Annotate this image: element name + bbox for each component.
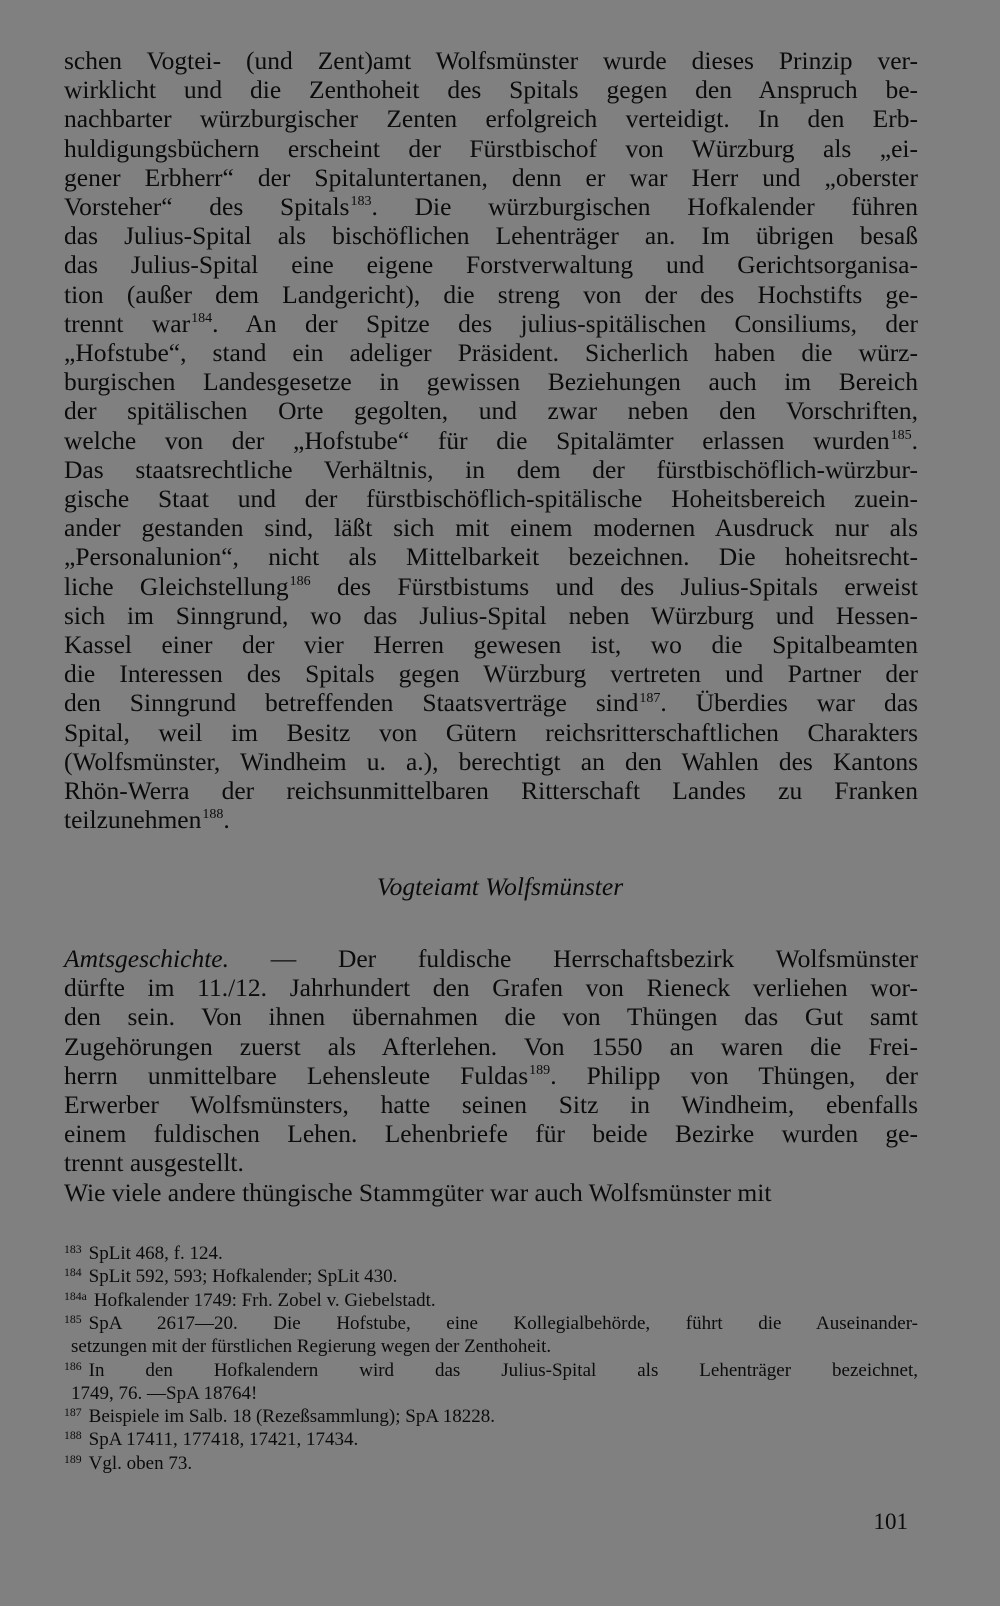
line-text: Wie viele andere thüngische Stammgüter war auch Wolfsmünster mit (64, 1177, 772, 1207)
footnote (64, 1331, 918, 1358)
line-text: Zugehörungen zuerst als Afterlehen. Von 1550 an waren die Frei- (64, 1031, 918, 1061)
line-text: ander gestanden sind, läßt sich mit einem modernen Ausdruck nur als (64, 513, 918, 543)
line-text: Das staatsrechtliche Verhältnis, in dem der fürstbischöflich-würzbur- (64, 454, 918, 484)
text-line (64, 1002, 918, 1032)
text-line (64, 542, 918, 572)
footnote-text: In den Hofkalendern wird das Julius-Spital als Lehenträger bezeichnet, (88, 1359, 918, 1381)
footnote-number: 186 (64, 1359, 82, 1373)
text-line (64, 659, 918, 689)
footnote-text: Hofkalender 1749: Frh. Zobel v. Giebelstadt. (93, 1289, 436, 1311)
text-line (64, 455, 918, 485)
text-line (64, 944, 918, 974)
text-line (64, 805, 918, 835)
text-line (64, 776, 918, 806)
footnote-text: SpA 2617—20. Die Hofstube, eine Kollegialbehörde, führt die Auseinander- (88, 1312, 918, 1334)
text-line (64, 1119, 918, 1149)
text-line (64, 134, 918, 164)
footnote-number: 185 (64, 1312, 82, 1326)
run-in-heading: Amtsgeschichte. (64, 944, 229, 973)
line-text: nachbarter würzburgischer Zenten erfolgreich verteidigt. In den Erb- (64, 104, 918, 134)
section-heading: Vogteiamt Wolfsmünster (376, 872, 624, 901)
footnote (64, 1378, 918, 1404)
line-text: schen Vogtei- (und Zent)amt Wolfsmünster wurde dieses Prinzip ver- (64, 46, 918, 75)
text-line (64, 338, 918, 368)
text-line (64, 718, 918, 748)
line-text: Kassel einer der vier Herren gewesen ist, wo die Spitalbeamten (64, 630, 918, 659)
footnote-number: 184a (64, 1289, 87, 1303)
text-line (64, 1032, 918, 1062)
line-text: . An der Spitze des julius-spitälischen Consiliums, der (212, 308, 918, 338)
text-line (64, 1178, 918, 1208)
footnote-number: 183 (64, 1243, 82, 1256)
text-line (64, 973, 918, 1003)
footnote-text: Beispiele im Salb. 18 (Rezeßsammlung); SpA 18228. (88, 1405, 496, 1427)
footnote (64, 1238, 918, 1264)
line-text: burgischen Landesgesetze in gewissen Beziehungen auch im Bereich (64, 367, 918, 397)
footnote-ref: 188 (202, 807, 224, 823)
footnote-ref: 183 (350, 194, 372, 210)
footnote-text: SpA 17411, 177418, 17421, 17434. (88, 1429, 359, 1451)
line-text: das Julius-Spital eine eigene Forstverwaltung und Gerichtsorganisa- (64, 250, 918, 280)
line-text: wirklicht und die Zenthoheit des Spitals gegen den Anspruch be- (64, 75, 918, 105)
line-text: gener Erbherr“ der Spitaluntertanen, denn er war Herr und „oberster (64, 162, 918, 192)
line-text: trennt ausgestellt. (64, 1148, 244, 1178)
line-text: liche Gleichstellung (64, 571, 289, 601)
line-text: der spitälischen Orte gegolten, und zwar neben den Vorschriften, (64, 396, 918, 426)
line-text: trennt war (64, 308, 191, 338)
text-line (64, 309, 918, 339)
text-line (64, 1090, 918, 1120)
line-text: den sein. Von ihnen übernahmen die von Thüngen das Gut samt (64, 1002, 918, 1032)
line-text: . Die würzburgischen Hofkalender führen (371, 192, 918, 221)
line-text: Vorsteher“ des Spitals (64, 192, 350, 221)
footnote-number: 187 (64, 1406, 82, 1420)
line-text: „Personalunion“, nicht als Mittelbarkeit bezeichnen. Die hoheitsrecht- (64, 542, 918, 572)
footnote-ref: 187 (639, 690, 661, 706)
footnote-number: 188 (64, 1429, 82, 1443)
line-text: gische Staat und der fürstbischöflich-spitälische Hoheitsbereich zuein- (64, 484, 918, 513)
text-line (64, 484, 918, 514)
footnote (64, 1448, 918, 1474)
text-line (64, 46, 918, 76)
page-number: 101 (873, 1509, 908, 1534)
line-text: teilzunehmen (64, 805, 202, 835)
line-text: Rhön-Werra der reichsunmittelbaren Ritterschaft Landes zu Franken (64, 776, 918, 805)
line-text: (Wolfsmünster, Windheim u. a.), berechtigt an den Wahlen des Kantons (64, 746, 918, 776)
text-line (64, 192, 918, 222)
footnote (64, 1261, 918, 1288)
text-line (64, 688, 918, 718)
text-line (64, 367, 918, 397)
footnote (64, 1285, 918, 1311)
line-text: herrn unmittelbare Lehensleute Fuldas (64, 1060, 529, 1090)
footnote-text: SpLit 592, 593; Hofkalender; SpLit 430. (88, 1266, 398, 1288)
line-text: des Fürstbistums und des Julius-Spitals erweist (310, 571, 918, 601)
line-text: huldigungsbüchern erscheint der Fürstbischof von Würzburg als „ei- (64, 133, 918, 163)
text-line (64, 1061, 918, 1091)
text-line (64, 426, 918, 456)
text-line (64, 75, 918, 105)
text-line (64, 250, 918, 280)
footnote (64, 1355, 918, 1381)
footnote-ref: 186 (289, 573, 311, 589)
text-line (64, 1148, 918, 1178)
footnote-number: 184 (64, 1266, 82, 1280)
line-text: . (223, 805, 230, 835)
line-text: welche von der „Hofstube“ für die Spitalämter erlassen wurden (64, 425, 890, 455)
footnote-text: SpLit 468, f. 124. (88, 1242, 223, 1264)
text-line (64, 747, 918, 777)
text-line (64, 513, 918, 543)
text-line (64, 221, 918, 251)
line-text: das Julius-Spital als bischöflichen Lehenträger an. Im übrigen besaß (64, 221, 918, 251)
line-text: den Sinngrund betreffenden Staatsverträge sind (64, 688, 639, 718)
footnote (64, 1424, 918, 1451)
footnote-text: setzungen mit der fürstlichen Regierung wegen der Zenthoheit. (71, 1336, 552, 1358)
line-text: einem fuldischen Lehen. Lehenbriefe für beide Bezirke wurden ge- (64, 1119, 918, 1149)
footnote-text: Vgl. oben 73. (88, 1452, 193, 1474)
line-text: tion (außer dem Landgericht), die streng von der des Hochstifts ge- (64, 279, 918, 309)
footnote-ref: 185 (890, 427, 912, 443)
footnote-ref: 184 (191, 310, 213, 326)
text-line (64, 280, 918, 310)
footnote-text: 1749, 76. —SpA 18764! (71, 1382, 258, 1404)
line-text: dürfte im 11./12. Jahrhundert den Grafen von Rieneck verliehen wor- (64, 973, 918, 1003)
text-line (64, 572, 918, 602)
text-line (64, 396, 918, 426)
footnote-ref: 189 (529, 1062, 551, 1078)
line-text: „Hofstube“, stand ein adeliger Präsident. Sicherlich haben die würz- (64, 338, 918, 367)
text-line (64, 601, 918, 631)
footnote (64, 1401, 918, 1427)
line-text: . Philipp von Thüngen, der (550, 1060, 918, 1090)
footnote (64, 1308, 918, 1334)
line-text: . Überdies war das (660, 688, 919, 718)
line-text: . (911, 425, 918, 455)
text-line (64, 104, 918, 134)
text-line (64, 163, 918, 193)
footnote-number: 189 (64, 1452, 82, 1466)
text-line (64, 630, 918, 660)
line-text: Erwerber Wolfsmünsters, hatte seinen Sitz in Windheim, ebenfalls (64, 1090, 918, 1119)
line-text: sich im Sinngrund, wo das Julius-Spital neben Würzburg und Hessen- (64, 600, 918, 630)
line-text: — Der fuldische Herrschaftsbezirk Wolfsmünster (229, 944, 918, 973)
line-text: Spital, weil im Besitz von Gütern reichsritterschaftlichen Charakters (64, 717, 918, 747)
line-text: die Interessen des Spitals gegen Würzburg vertreten und Partner der (64, 659, 918, 689)
